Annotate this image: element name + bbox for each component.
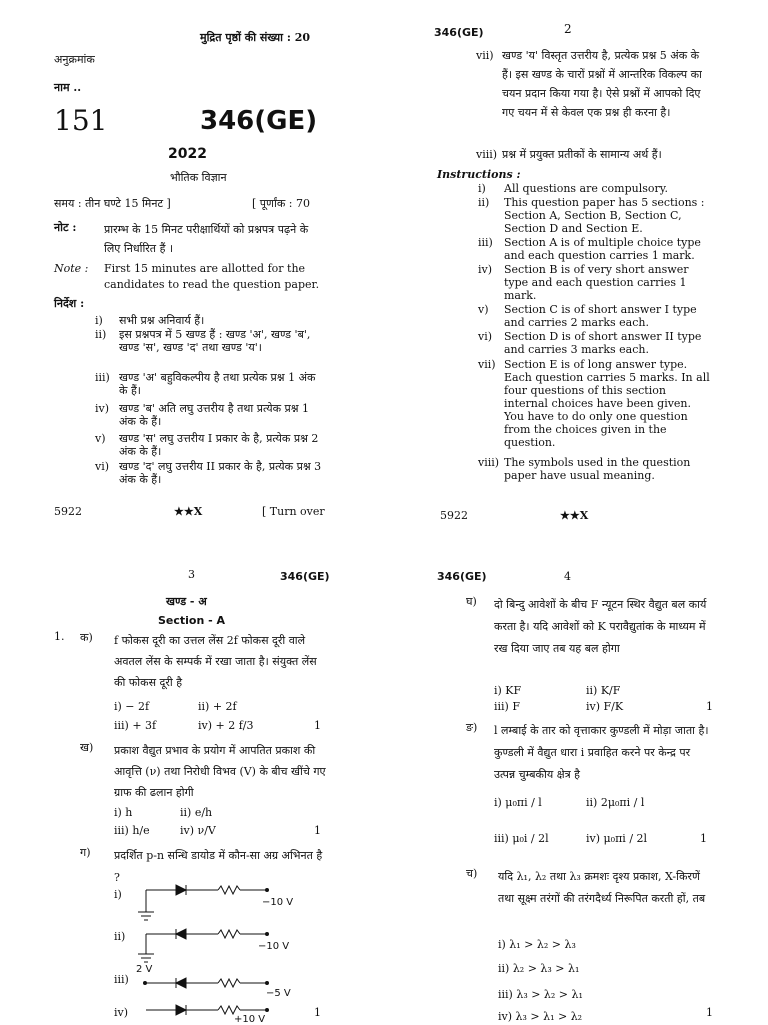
item-text: Section A is of multiple choice type and each question carries 1 mark.	[504, 236, 701, 262]
option: ii) 2μ₀πi / l	[586, 796, 645, 809]
note-english-line-1: First 15 minutes are allotted for the	[104, 262, 306, 275]
page-number: 4	[564, 570, 571, 583]
question-c-label: ग)	[80, 846, 91, 859]
option: iv) μ₀πi / 2l	[586, 832, 648, 845]
page-number: 3	[188, 568, 195, 581]
marks: 1	[314, 719, 321, 732]
item-text: खण्ड 'द' लघु उत्तरीय II प्रकार के है, प्रत्येक प्रश्न 3 अंक के हैं।	[119, 460, 322, 486]
question-f-text: यदि λ₁, λ₂ तथा λ₃ क्रमशः दृश्य प्रकाश, X-किरणें तथा सूक्ष्म तरंगों की तरंगदैर्ध्य निरूपित करती हों, तब	[498, 870, 706, 905]
option: i) λ₁ > λ₂ > λ₃	[498, 938, 576, 951]
option-label: i)	[114, 888, 122, 901]
header-code: 346(GE)	[280, 570, 330, 583]
item-text: This question paper has 5 sections : Section A, Section B, Section C, Section D and Section E.	[504, 196, 705, 235]
item-number: viii)	[476, 148, 498, 161]
option-label: iii)	[114, 973, 129, 986]
voltage-label: −10 V	[262, 897, 294, 908]
item-number: iv)	[478, 263, 493, 276]
note-english-label: Note :	[54, 262, 89, 275]
voltage-label: −5 V	[266, 988, 291, 999]
question-a-label: क)	[80, 631, 93, 644]
exam-year: 2022	[168, 146, 207, 162]
marks: 1	[314, 1006, 321, 1019]
question-b-label: ख)	[80, 741, 94, 754]
question-e-text: l लम्बाई के तार को वृत्ताकार कुण्डली में मोड़ा जाता है। कुण्डली में वैद्युत धारा i प्रवाहित करने पर केन्द्र पर उत्पन्न चुम्बकीय क्षेत्र है	[494, 724, 709, 781]
note-hindi-label: नोट :	[54, 221, 77, 234]
section-title-english: Section - A	[158, 614, 226, 627]
paper-code-big: 346(GE)	[200, 106, 318, 136]
instruction-en-item	[478, 236, 710, 263]
instruction-hi-item	[95, 402, 323, 430]
item-number: iv)	[95, 402, 110, 415]
voltage-label: 2 V	[136, 964, 153, 975]
option: iii) λ₃ > λ₂ > λ₁	[498, 988, 583, 1001]
item-number: i)	[95, 314, 103, 327]
item-number: iii)	[478, 236, 493, 249]
instruction-en-item	[478, 303, 710, 330]
question-d-text: दो बिन्दु आवेशों के बीच F न्यूटन स्थिर वैद्युत बल कार्य करता है। यदि आवेशों को K परावैद्युतांक के माध्यम में रख दिया जाए तब यह बल होगा	[494, 598, 707, 655]
item-number: iii)	[95, 371, 110, 384]
total-marks: [ पूर्णांक : 70	[252, 197, 310, 210]
item-number: ii)	[478, 196, 490, 209]
option: iv) + 2 f/3	[198, 719, 254, 732]
instruction-hi-item	[95, 371, 323, 399]
name-label: नाम ..	[54, 81, 82, 94]
question-a-text: f फोकस दूरी का उत्तल लेंस 2f फोकस दूरी वाले अवतल लेंस के सम्पर्क में रखा जाता है। संयुक्त लेंस की फोकस दूरी है	[114, 634, 317, 689]
item-text: Section B is of very short answer type and each question carries 1 mark.	[504, 263, 689, 302]
item-text: प्रश्न में प्रयुक्त प्रतीकों के सामान्य अर्थ हैं।	[502, 148, 662, 161]
item-text: खण्ड 'य' विस्तृत उत्तरीय है, प्रत्येक प्रश्न 5 अंक के हैं। इस खण्ड के चारों प्रश्नों में आन्तरिक विकल्प का चयन प्रदान किया गया है। ऐसे प्रश्नों में आपको दिए गए चयन में से केवल एक प्रश्न ही करना है।	[502, 49, 702, 119]
paper-code-small: 151	[54, 104, 108, 137]
option: ii) K/F	[586, 684, 621, 697]
instruction-en-item	[478, 358, 710, 456]
item-number: vii)	[478, 358, 496, 371]
marks: 1	[706, 1006, 713, 1019]
option: ii) λ₂ > λ₃ > λ₁	[498, 962, 580, 975]
item-text: Section E is of long answer type. Each question carries 5 marks. In all four questions of this section internal choices have been given. You have to do only one question from the choices given in the question.	[504, 358, 710, 449]
option-label: iv)	[114, 1006, 129, 1019]
marks: 1	[706, 700, 713, 713]
question-b-text: प्रकाश वैद्युत प्रभाव के प्रयोग में आपतित प्रकाश की आवृत्ति (ν) तथा निरोधी विभव (V) के बीच खींचे गए ग्राफ की ढलान होगी	[114, 744, 326, 799]
item-text: All questions are compulsory.	[504, 182, 669, 195]
instruction-hi-item	[95, 460, 323, 488]
instruction-en-item	[478, 196, 710, 236]
option: iii) F	[494, 700, 520, 713]
header-code: 346(GE)	[434, 26, 484, 39]
item-number: v)	[95, 432, 106, 445]
option: iv) λ₃ > λ₁ > λ₂	[498, 1010, 583, 1023]
item-number: vi)	[95, 460, 110, 473]
note-english-line-2: candidates to read the question paper.	[104, 278, 320, 291]
voltage-label: +10 V	[234, 1014, 266, 1025]
section-title-hindi: खण्ड - अ	[166, 595, 207, 608]
instruction-hi-item	[95, 314, 323, 328]
item-text: The symbols used in the question paper have usual meaning.	[504, 456, 691, 482]
marks: 1	[314, 824, 321, 837]
instructions-english-label: Instructions :	[437, 168, 521, 181]
instruction-en-item	[478, 330, 710, 357]
option: iv) F/K	[586, 700, 624, 713]
header-code: 346(GE)	[437, 570, 487, 583]
printed-pages-count: मुद्रित पृष्ठों की संख्या : 20	[200, 31, 311, 44]
footer-code: 5922	[54, 505, 82, 518]
option: ii) e/h	[180, 806, 213, 819]
instruction-en-item	[478, 456, 710, 483]
question-e-label: ङ)	[466, 721, 478, 734]
subject-title: भौतिक विज्ञान	[170, 171, 227, 184]
option-label: ii)	[114, 930, 126, 943]
option: i) KF	[494, 684, 522, 697]
instructions-hindi-label: निर्देश :	[54, 297, 85, 310]
question-d-label: घ)	[466, 595, 477, 608]
item-number: v)	[478, 303, 489, 316]
footer-stars: ★★X	[174, 505, 203, 518]
item-number: vii)	[476, 49, 494, 62]
note-hindi-text: प्रारम्भ के 15 मिनट परीक्षार्थियों को प्रश्नपत्र पढ़ने के लिए निर्धारित हैं ।	[104, 223, 309, 255]
marks: 1	[700, 832, 707, 845]
footer-stars: ★★X	[560, 509, 589, 522]
item-number: ii)	[95, 328, 107, 341]
exam-time: समय : तीन घण्टे 15 मिनट ]	[54, 197, 171, 210]
option: iii) + 3f	[114, 719, 157, 732]
instruction-en-item	[478, 182, 710, 196]
item-number: vi)	[478, 330, 493, 343]
option: iv) ν/V	[180, 824, 216, 837]
item-text: Section D is of short answer II type and carries 3 marks each.	[504, 330, 702, 356]
option: i) μ₀πi / l	[494, 796, 542, 809]
roll-number-label: अनुक्रमांक	[54, 53, 95, 66]
instruction-hi-item	[476, 46, 710, 142]
question-c-text: प्रदर्शित p-n सन्धि डायोड में कौन-सा अग्र अभिनत है ?	[114, 849, 323, 884]
item-text: खण्ड 'स' लघु उत्तरीय I प्रकार के है, प्रत्येक प्रश्न 2 अंक के हैं।	[119, 432, 319, 458]
item-number: viii)	[478, 456, 500, 469]
option: iii) h/e	[114, 824, 150, 837]
question-number: 1.	[54, 630, 65, 643]
instruction-hi-item	[95, 328, 323, 368]
page-number: 2	[564, 22, 572, 36]
item-text: सभी प्रश्न अनिवार्य हैं।	[119, 314, 205, 327]
item-text: इस प्रश्नपत्र में 5 खण्ड हैं : खण्ड 'अ', खण्ड 'ब', खण्ड 'स', खण्ड 'द' तथा खण्ड 'य'।	[119, 328, 311, 354]
option: iii) μ₀i / 2l	[494, 832, 549, 845]
option: i) − 2f	[114, 700, 150, 713]
item-text: Section C is of short answer I type and carries 2 marks each.	[504, 303, 697, 329]
instruction-en-item	[478, 263, 710, 303]
option: i) h	[114, 806, 133, 819]
item-text: खण्ड 'ब' अति लघु उत्तरीय है तथा प्रत्येक प्रश्न 1 अंक के हैं।	[119, 402, 310, 428]
voltage-label: −10 V	[258, 941, 290, 952]
instruction-hi-item	[95, 432, 323, 460]
instruction-hi-item	[476, 148, 710, 162]
item-text: खण्ड 'अ' बहुविकल्पीय है तथा प्रत्येक प्रश्न 1 अंक के हैं।	[119, 371, 316, 397]
question-f-label: च)	[466, 867, 478, 880]
option: ii) + 2f	[198, 700, 237, 713]
item-number: i)	[478, 182, 486, 195]
turn-over: [ Turn over	[262, 505, 325, 518]
footer-code: 5922	[440, 509, 468, 522]
